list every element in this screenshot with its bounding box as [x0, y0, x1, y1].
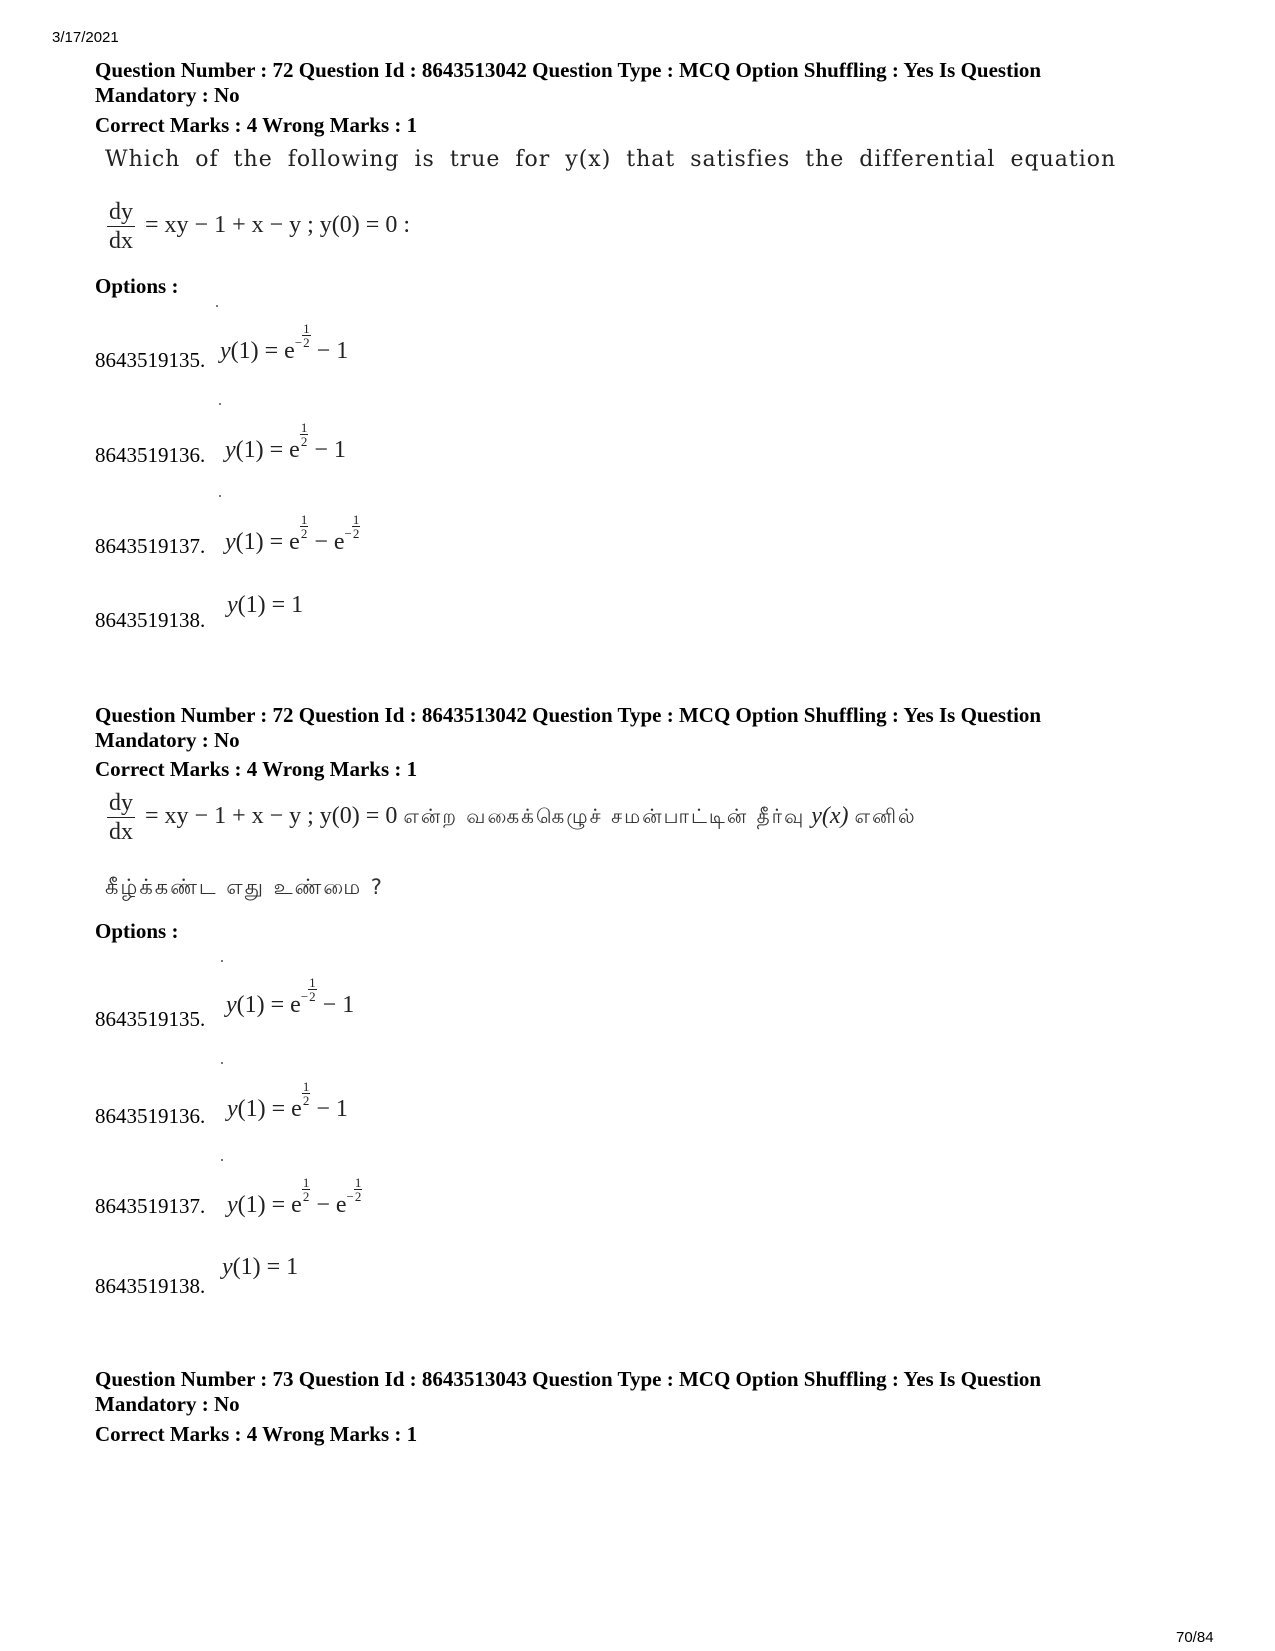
option-id: 8643519135. — [95, 348, 206, 372]
option-expression: y(1) = e $\frac{1}{2}$ − 1 — [225, 420, 346, 463]
q72-options-label: Options : — [95, 274, 179, 298]
option-expression: y(1) = 1 — [227, 592, 304, 618]
q72-ta-options-label: Options : — [95, 919, 179, 943]
q72-ta-marks: Correct Marks : 4 Wrong Marks : 1 — [95, 757, 418, 781]
q73-meta-line2: Mandatory : No — [95, 1392, 240, 1416]
dy-dx-fraction — [107, 198, 135, 255]
option-id: 8643519135. — [95, 1007, 206, 1031]
page-number: 70/84 — [1176, 1629, 1214, 1646]
option-id: 8643519136. — [95, 1104, 206, 1128]
tamil-text-part1: என்ற வகைக்கெழுச் சமன்பாட்டின் தீர்வு — [403, 804, 806, 829]
option-id: 8643519138. — [95, 608, 206, 632]
q73-marks: Correct Marks : 4 Wrong Marks : 1 — [95, 1422, 418, 1446]
q72-equation — [107, 198, 410, 255]
option-expression: y(1) = 1 — [222, 1254, 299, 1280]
tamil-question-line2: கீழ்க்கண்ட எது உண்மை ? — [105, 875, 384, 899]
option-expression: y(1) = e $\frac{1}{2}$ − e− $\frac{1}{2}$ — [227, 1175, 362, 1218]
fraction-numerator: dy — [109, 199, 133, 225]
q72-ta-meta-line1: Question Number : 72 Question Id : 8643513042 Question Type : MCQ Option Shuffling : Yes Is Question — [95, 703, 1042, 727]
option-id: 8643519137. — [95, 1194, 206, 1218]
option-expression: y(1) = e− $\frac{1}{2}$ − 1 — [220, 321, 349, 364]
option-marker — [219, 403, 221, 405]
fraction-denominator: dx — [109, 228, 133, 254]
equation-rest: = xy − 1 + x − y ; y(0) = 0 : — [145, 212, 410, 239]
option-id: 8643519138. — [95, 1274, 206, 1298]
option-marker — [221, 1062, 223, 1064]
tamil-text-part2: எனில் — [854, 804, 917, 829]
equation-rest: = xy − 1 + x − y ; y(0) = 0 — [145, 803, 398, 830]
q72-ta-equation — [107, 789, 917, 846]
dy-dx-fraction — [107, 789, 135, 846]
option-marker — [221, 1159, 223, 1161]
tamil-variable: y(x) — [811, 803, 849, 830]
q72-question-text: Which of the following is true for y(x) that satisfies the differential equation — [105, 147, 1117, 172]
option-marker — [216, 305, 218, 307]
option-id: 8643519136. — [95, 443, 206, 467]
option-expression: y(1) = e $\frac{1}{2}$ − e− $\frac{1}{2}$ — [225, 512, 360, 555]
page-date: 3/17/2021 — [52, 29, 119, 46]
option-expression: y(1) = e− $\frac{1}{2}$ − 1 — [226, 975, 355, 1018]
q72-meta-line2: Mandatory : No — [95, 83, 240, 107]
q73-meta-line1: Question Number : 73 Question Id : 8643513043 Question Type : MCQ Option Shuffling : Yes Is Question — [95, 1367, 1042, 1391]
option-id: 8643519137. — [95, 534, 206, 558]
option-marker — [221, 960, 223, 962]
q72-meta-line1: Question Number : 72 Question Id : 8643513042 Question Type : MCQ Option Shuffling : Yes Is Question — [95, 58, 1042, 82]
q72-marks: Correct Marks : 4 Wrong Marks : 1 — [95, 113, 418, 137]
fraction-denominator: dx — [109, 819, 133, 845]
fraction-numerator: dy — [109, 790, 133, 816]
q72-ta-meta-line2: Mandatory : No — [95, 728, 240, 752]
option-expression: y(1) = e $\frac{1}{2}$ − 1 — [227, 1079, 348, 1122]
option-marker — [219, 495, 221, 497]
